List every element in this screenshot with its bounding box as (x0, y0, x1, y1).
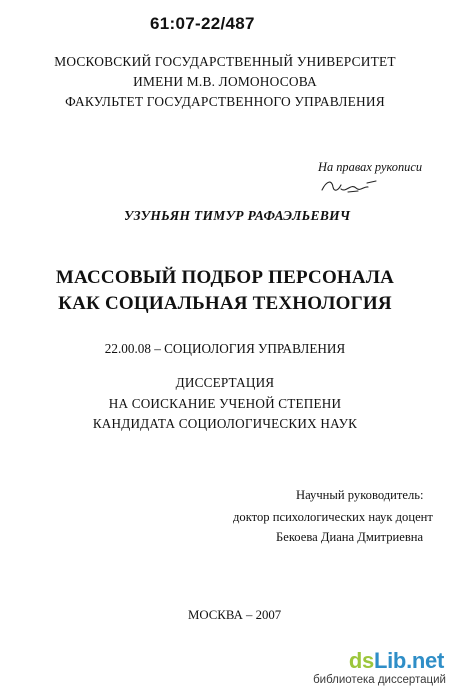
specialty-code: 22.00.08 – СОЦИОЛОГИЯ УПРАВЛЕНИЯ (104, 341, 346, 356)
handwritten-signature (318, 177, 398, 197)
watermark-logo-ds: ds (348, 648, 374, 673)
watermark-subtitle: библиотека диссертаций (313, 674, 446, 686)
catalog-code: 61:07-22/487 (150, 14, 255, 33)
author-name: УЗУНЬЯН ТИМУР РАФАЭЛЬЕВИЧ (124, 208, 351, 223)
institution-line-2: ИМЕНИ М.В. ЛОМОНОСОВА (133, 74, 317, 89)
dissertation-title-line-2: КАК СОЦИАЛЬНАЯ ТЕХНОЛОГИЯ (58, 293, 392, 314)
institution-line-3: ФАКУЛЬТЕТ ГОСУДАРСТВЕННОГО УПРАВЛЕНИЯ (65, 94, 385, 109)
watermark (312, 650, 448, 686)
institution-line-1: МОСКОВСКИЙ ГОСУДАРСТВЕННЫЙ УНИВЕРСИТЕТ (54, 54, 396, 69)
manuscript-rights-note: На правах рукописи (318, 160, 423, 174)
supervisor-heading: Научный руководитель: (296, 488, 424, 502)
degree-line-1: ДИССЕРТАЦИЯ (175, 375, 275, 390)
supervisor-name: Бекоева Диана Дмитриевна (276, 530, 424, 544)
watermark-logo-lib: Lib.net (373, 648, 444, 673)
degree-line-2: НА СОИСКАНИЕ УЧЕНОЙ СТЕПЕНИ (108, 396, 342, 411)
dissertation-title-line-1: МАССОВЫЙ ПОДБОР ПЕРСОНАЛА (55, 267, 395, 288)
watermark-logo (312, 650, 448, 672)
city-and-year: МОСКВА – 2007 (188, 608, 282, 622)
degree-line-3: КАНДИДАТА СОЦИОЛОГИЧЕСКИХ НАУК (92, 416, 358, 431)
supervisor-degree: доктор психологических наук доцент (233, 510, 433, 524)
